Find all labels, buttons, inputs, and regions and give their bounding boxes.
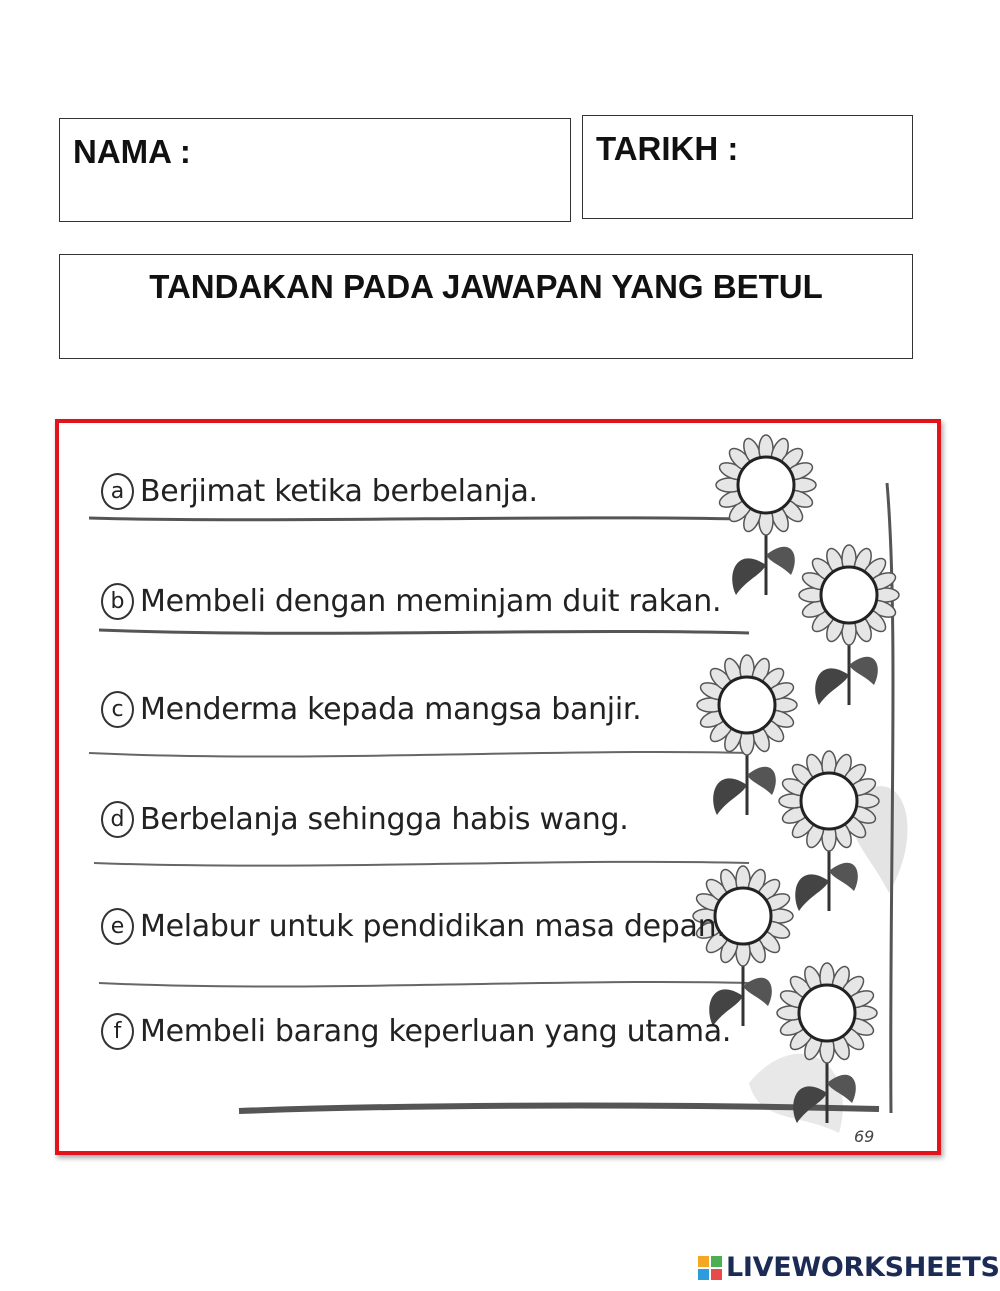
sunflower-answer-d[interactable] — [779, 751, 879, 911]
brand-name: LIVEWORKSHEETS — [726, 1252, 1000, 1283]
date-label: TARIKH : — [596, 130, 739, 167]
name-label: NAMA : — [73, 133, 191, 170]
option-f — [101, 1013, 731, 1050]
instruction-text: TANDAKAN PADA JAWAPAN YANG BETUL — [149, 268, 823, 305]
option-text: Membeli barang keperluan yang utama. — [140, 1014, 732, 1049]
date-field-box[interactable] — [582, 115, 913, 219]
sunflower-answer-e[interactable] — [693, 866, 793, 1026]
option-b — [101, 583, 721, 620]
sunflower-answer-a[interactable] — [716, 435, 816, 595]
liveworksheets-logo-icon — [698, 1256, 722, 1280]
page-number: 69 — [854, 1127, 875, 1146]
option-d — [101, 801, 628, 838]
sunflower-answer-c[interactable] — [697, 655, 797, 815]
option-text: Membeli dengan meminjam duit rakan. — [140, 584, 722, 619]
liveworksheets-brand — [698, 1252, 1000, 1283]
option-letter: f — [101, 1013, 134, 1050]
option-text: Berjimat ketika berbelanja. — [140, 474, 538, 509]
instruction-box — [59, 254, 913, 359]
worksheet-image — [55, 419, 941, 1155]
option-letter: a — [101, 473, 134, 510]
option-letter: b — [101, 583, 134, 620]
option-text: Berbelanja sehingga habis wang. — [140, 802, 629, 837]
option-text: Menderma kepada mangsa banjir. — [140, 692, 642, 727]
option-c — [101, 691, 641, 728]
option-letter: d — [101, 801, 134, 838]
option-letter: e — [101, 908, 134, 945]
option-a — [101, 473, 538, 510]
option-e — [101, 908, 726, 945]
name-field-box[interactable] — [59, 118, 571, 222]
option-letter: c — [101, 691, 134, 728]
sunflower-answer-b[interactable] — [799, 545, 899, 705]
option-text: Melabur untuk pendidikan masa depan. — [140, 909, 726, 944]
